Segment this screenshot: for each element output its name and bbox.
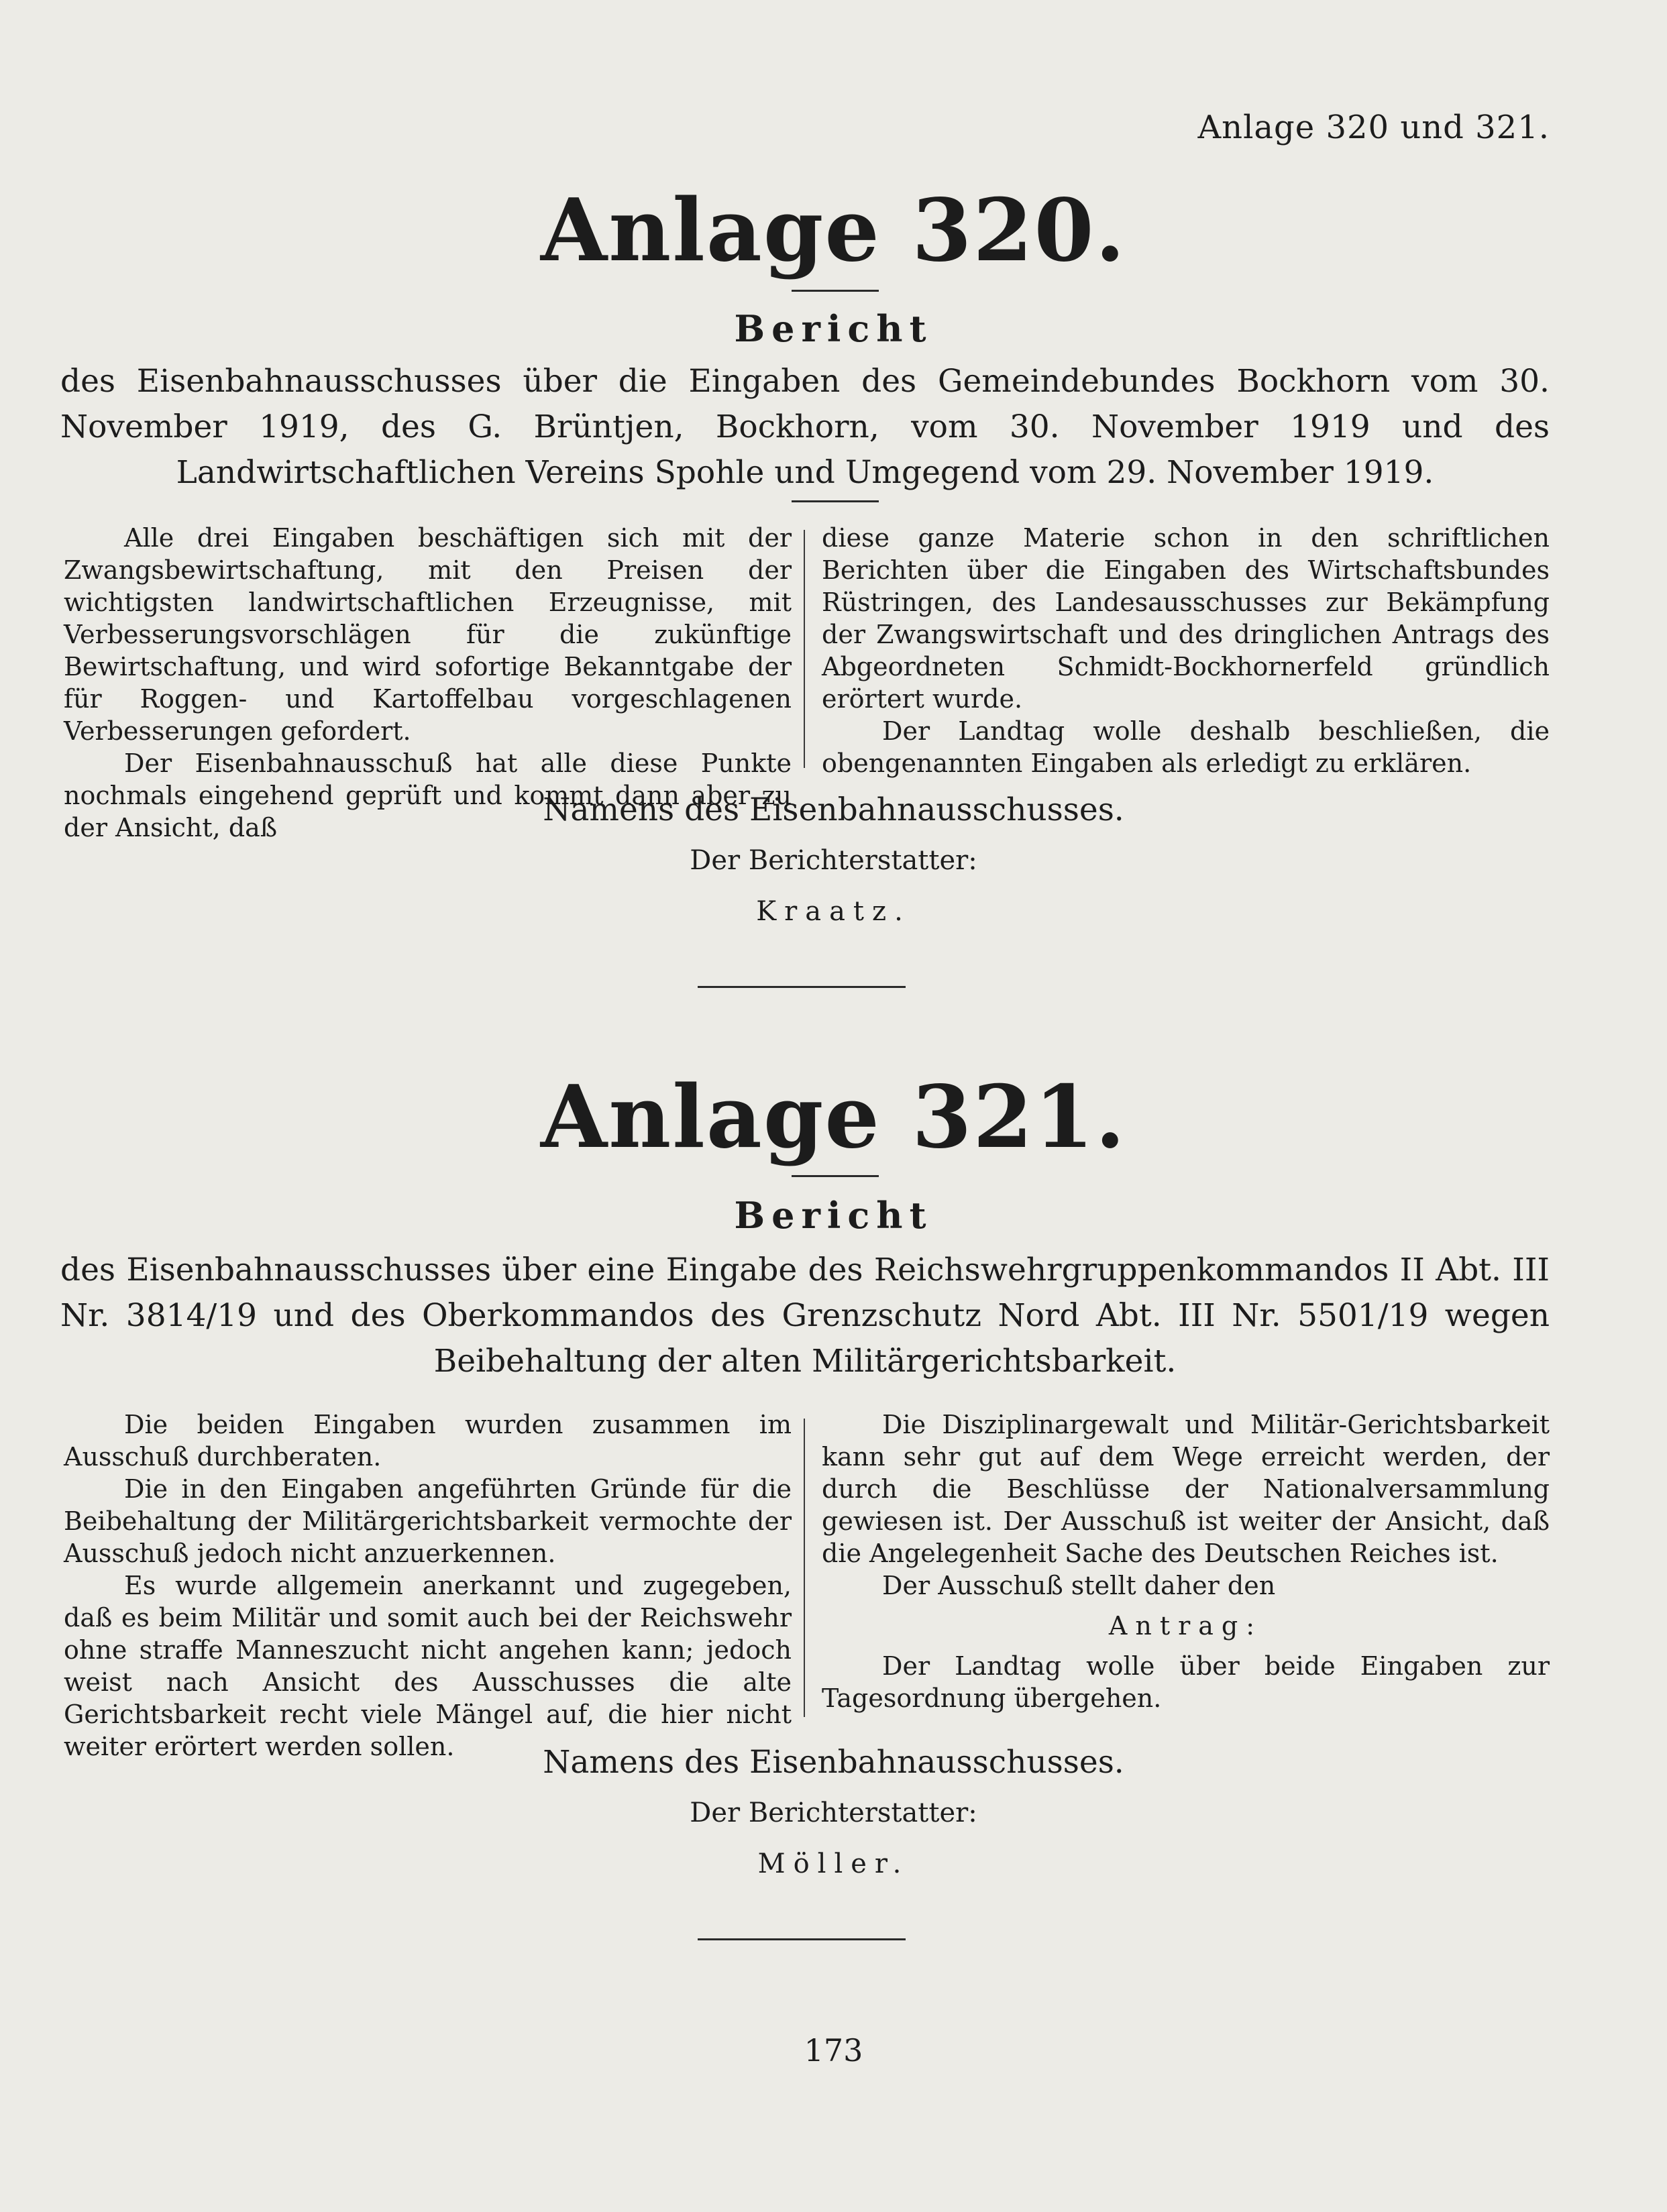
- column-divider: [804, 1419, 805, 1717]
- column-divider: [804, 530, 805, 768]
- annex-321-heading: Bericht: [734, 1194, 933, 1237]
- paragraph: Alle drei Eingaben beschäftigen sich mit der Zwangsbewirtschaftung, mit den Preisen der wichtigsten landwirtschaftlichen Erzeugnisse, mit Verbesserungsvorschlägen für die zukünftige Bewirtschaftung, und wird sofortige Bekanntgabe der für Roggen- und Kartoffelbau vorgeschlagenen Verbesserungen gefordert.: [64, 523, 792, 746]
- signature-role: Der Berichterstatter:: [690, 1798, 977, 1829]
- antrag-heading: Antrag:: [1108, 1611, 1263, 1641]
- annex-321-signature: [0, 1744, 1667, 1879]
- paragraph: diese ganze Materie schon in den schriftlichen Berichten über die Eingaben des Wirtschaftsbundes Rüstringen, des Landesausschusses zur Bekämpfung der Zwangswirtschaft und des dringlichen Antrags des Abgeordneten Schmidt-Bockhornerfeld gründlich erörtert wurde.: [822, 523, 1550, 714]
- annex-320-signature: [0, 791, 1667, 927]
- title-rule: [792, 290, 879, 292]
- paragraph: Der Landtag wolle deshalb beschließen, die obengenannten Eingaben als erledigt zu erklären.: [822, 716, 1550, 778]
- paragraph: Der Ausschuß stellt daher den: [882, 1571, 1276, 1600]
- subject-rule: [792, 500, 879, 502]
- section-separator: [698, 986, 906, 988]
- signature-committee: Namens des Eisenbahnausschusses.: [543, 791, 1124, 828]
- running-head: Anlage 320 und 321.: [1197, 109, 1550, 146]
- signature-role: Der Berichterstatter:: [690, 845, 977, 877]
- annex-321-title: Anlage 321.: [540, 1067, 1127, 1168]
- title-rule: [792, 1175, 879, 1177]
- annex-320-title: Anlage 320.: [540, 180, 1127, 281]
- paragraph: Die beiden Eingaben wurden zusammen im Ausschuß durchberaten.: [64, 1410, 792, 1472]
- annex-321-subject: des Eisenbahnausschusses über eine Eingabe des Reichswehrgruppenkommandos II Abt. III Nr. 3814/19 und des Oberkommandos des Grenzschutz Nord Abt. III Nr. 5501/19 wegen Beibehaltung der alten Militärgerichtsbarkeit.: [60, 1252, 1550, 1380]
- signature-name: Kraatz.: [756, 896, 911, 928]
- signature-name: Möller.: [757, 1848, 910, 1880]
- paragraph: Der Eisenbahnausschuß hat alle diese Punkte nochmals eingehend geprüft und kommt dann aber zu der Ansicht, daß: [64, 749, 792, 842]
- annex-320-heading: Bericht: [734, 307, 933, 350]
- page-number: 173: [804, 2032, 863, 2068]
- annex-321-right-column: [822, 1408, 1550, 1714]
- antrag-text: Der Landtag wolle über beide Eingaben zur Tagesordnung übergehen.: [822, 1651, 1550, 1713]
- section-separator: [698, 1938, 906, 1940]
- signature-committee: Namens des Eisenbahnausschusses.: [543, 1744, 1124, 1781]
- paragraph: Die Disziplinargewalt und Militär-Gerichtsbarkeit kann sehr gut auf dem Wege erreicht werden, der durch die Beschlüsse der Nationalversammlung gewiesen ist. Der Ausschuß ist weiter der Ansicht, daß die Angelegenheit Sache des Deutschen Reiches ist.: [822, 1410, 1550, 1568]
- paragraph: Es wurde allgemein anerkannt und zugegeben, daß es beim Militär und somit auch bei der Reichswehr ohne straffe Manneszucht nicht angehen kann; jedoch weist nach Ansicht des Ausschusses die alte Gerichtsbarkeit recht viele Mängel auf, die hier nicht weiter erörtert werden sollen.: [64, 1571, 792, 1761]
- annex-320-subject: des Eisenbahnausschusses über die Eingaben des Gemeindebundes Bockhorn vom 30. November 1919, des G. Brüntjen, Bockhorn, vom 30. November 1919 und des Landwirtschaftlichen Vereins Spohle und Umgegend vom 29. November 1919.: [60, 363, 1550, 491]
- paragraph: Die in den Eingaben angeführten Gründe für die Beibehaltung der Militärgerichtsbarkeit vermochte der Ausschuß jedoch nicht anzuerkennen.: [64, 1474, 792, 1568]
- annex-321-left-column: [64, 1408, 792, 1763]
- annex-320-right-column: [822, 522, 1550, 779]
